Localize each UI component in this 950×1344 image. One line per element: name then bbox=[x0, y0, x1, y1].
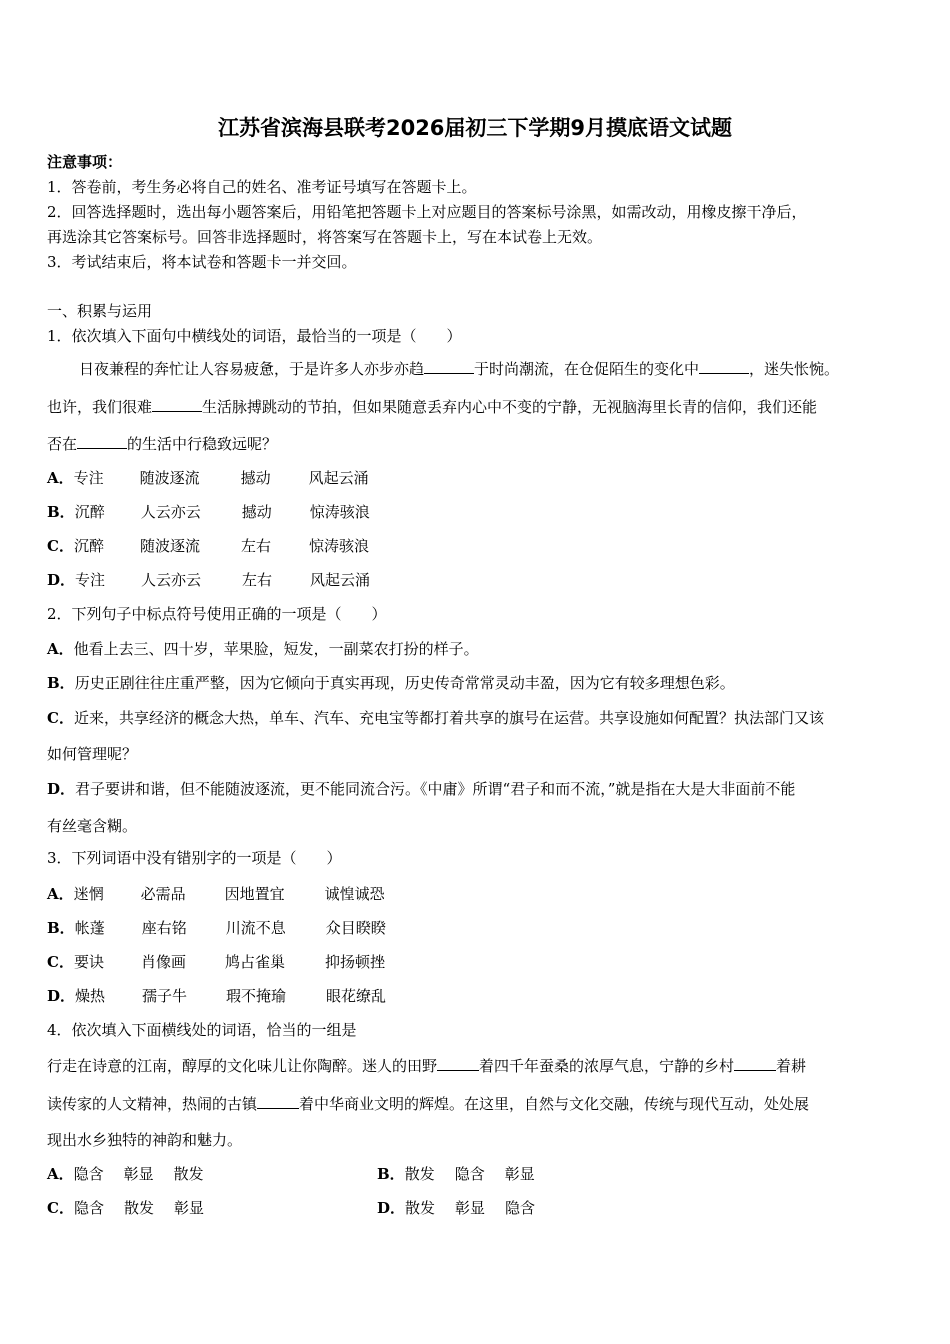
question-1-passage-line-2 bbox=[47, 397, 817, 417]
fill-blank bbox=[424, 359, 474, 374]
question-4-option-c: C．隐含 散发 彰显 bbox=[47, 1199, 204, 1217]
question-2-option-c-cont: 如何管理呢？ bbox=[47, 745, 138, 763]
question-2-option-c: C．近来，共享经济的概念大热，单车、汽车、充电宝等都打着共享的旗号在运营。共享设施如何配置？执法部门又该 bbox=[47, 709, 824, 727]
passage-text: ，迷失怅惋。 bbox=[749, 360, 840, 378]
fill-blank bbox=[699, 359, 749, 374]
passage-text: 日夜兼程的奔忙让人容易疲惫，于是许多人亦步亦趋 bbox=[79, 360, 425, 378]
question-1-stem: 1．依次填入下面句中横线处的词语，最恰当的一项是（ ） bbox=[47, 327, 462, 345]
fill-blank bbox=[152, 397, 202, 412]
question-1-passage-line-3 bbox=[47, 434, 277, 454]
question-2-option-a: A．他看上去三、四十岁，苹果脸，短发，一副菜农打扮的样子。 bbox=[47, 640, 479, 658]
question-4-option-a: A．隐含 彰显 散发 bbox=[47, 1165, 204, 1183]
notice-item-2-cont: 再选涂其它答案标号。回答非选择题时，将答案写在答题卡上，写在本试卷上无效。 bbox=[47, 228, 603, 246]
question-2-stem: 2．下列句子中标点符号使用正确的一项是（ ） bbox=[47, 605, 387, 623]
passage-text: 着中华商业文明的辉煌。在这里，自然与文化交融，传统与现代互动，处处展 bbox=[299, 1095, 810, 1113]
question-4-option-d: D．散发 彰显 隐含 bbox=[377, 1199, 536, 1217]
fill-blank bbox=[437, 1056, 479, 1071]
question-1-option-a: A．专注 随波逐流 撼动 风起云涌 bbox=[47, 469, 369, 487]
passage-text: 着四千年蚕桑的浓厚气息，宁静的乡村 bbox=[479, 1057, 735, 1075]
question-3-stem: 3．下列词语中没有错别字的一项是（ ） bbox=[47, 849, 342, 867]
question-1-passage-line-1 bbox=[79, 359, 839, 379]
notice-heading: 注意事项： bbox=[47, 153, 123, 171]
question-1-option-c: C．沉醉 随波逐流 左右 惊涛骇浪 bbox=[47, 537, 369, 555]
passage-text: 的生活中行稳致远呢？ bbox=[127, 435, 278, 453]
question-4-option-b: B．散发 隐含 彰显 bbox=[377, 1165, 535, 1183]
notice-item-3: 3．考试结束后，将本试卷和答题卡一并交回。 bbox=[47, 253, 357, 271]
question-1-option-d: D．专注 人云亦云 左右 风起云涌 bbox=[47, 571, 371, 589]
question-4-passage-line-2 bbox=[47, 1094, 809, 1114]
notice-item-2: 2．回答选择题时，选出每小题答案后，用铅笔把答题卡上对应题目的答案标号涂黑，如需改动，用橡皮擦干净后， bbox=[47, 203, 807, 221]
question-3-option-d: D．燥热 孺子牛 瑕不掩瑜 眼花缭乱 bbox=[47, 987, 387, 1005]
passage-text: 着耕 bbox=[776, 1057, 807, 1075]
notice-item-1: 1．答卷前，考生务必将自己的姓名、准考证号填写在答题卡上。 bbox=[47, 178, 477, 196]
question-4-passage-line-1 bbox=[47, 1056, 806, 1076]
question-4-passage-line-3: 现出水乡独特的神韵和魅力。 bbox=[47, 1131, 243, 1149]
page-title: 江苏省滨海县联考2026届初三下学期9月摸底语文试题 bbox=[217, 116, 733, 140]
passage-text: 否在 bbox=[47, 435, 78, 453]
question-3-option-b: B．帐蓬 座右铭 川流不息 众目睽睽 bbox=[47, 919, 386, 937]
question-3-option-c: C．要诀 肖像画 鸠占雀巢 抑扬顿挫 bbox=[47, 953, 385, 971]
fill-blank bbox=[77, 434, 127, 449]
question-1-option-b: B．沉醉 人云亦云 撼动 惊涛骇浪 bbox=[47, 503, 370, 521]
passage-text: 行走在诗意的江南，醇厚的文化味儿让你陶醉。迷人的田野 bbox=[47, 1057, 438, 1075]
question-3-option-a: A．迷惘 必需品 因地置宜 诚惶诚恐 bbox=[47, 885, 385, 903]
section-heading: 一、积累与运用 bbox=[47, 302, 153, 320]
question-4-stem: 4．依次填入下面横线处的词语，恰当的一组是 bbox=[47, 1021, 357, 1039]
passage-text: 读传家的人文精神，热闹的古镇 bbox=[47, 1095, 258, 1113]
question-2-option-d: D．君子要讲和谐，但不能随波逐流，更不能同流合污。《中庸》所谓“君子和而不流，”就是指在大是大非面前不能 bbox=[47, 780, 796, 798]
fill-blank bbox=[257, 1094, 299, 1109]
question-2-option-d-cont: 有丝毫含糊。 bbox=[47, 817, 138, 835]
question-2-option-b: B．历史正剧往往庄重严整，因为它倾向于真实再现，历史传奇常常灵动丰盈，因为它有较多理想色彩。 bbox=[47, 674, 735, 692]
fill-blank bbox=[734, 1056, 776, 1071]
passage-text: 也许，我们很难 bbox=[47, 398, 153, 416]
passage-text: 生活脉搏跳动的节拍，但如果随意丢弃内心中不变的宁静，无视脑海里长青的信仰，我们还能 bbox=[202, 398, 818, 416]
passage-text: 于时尚潮流，在仓促陌生的变化中 bbox=[474, 360, 700, 378]
